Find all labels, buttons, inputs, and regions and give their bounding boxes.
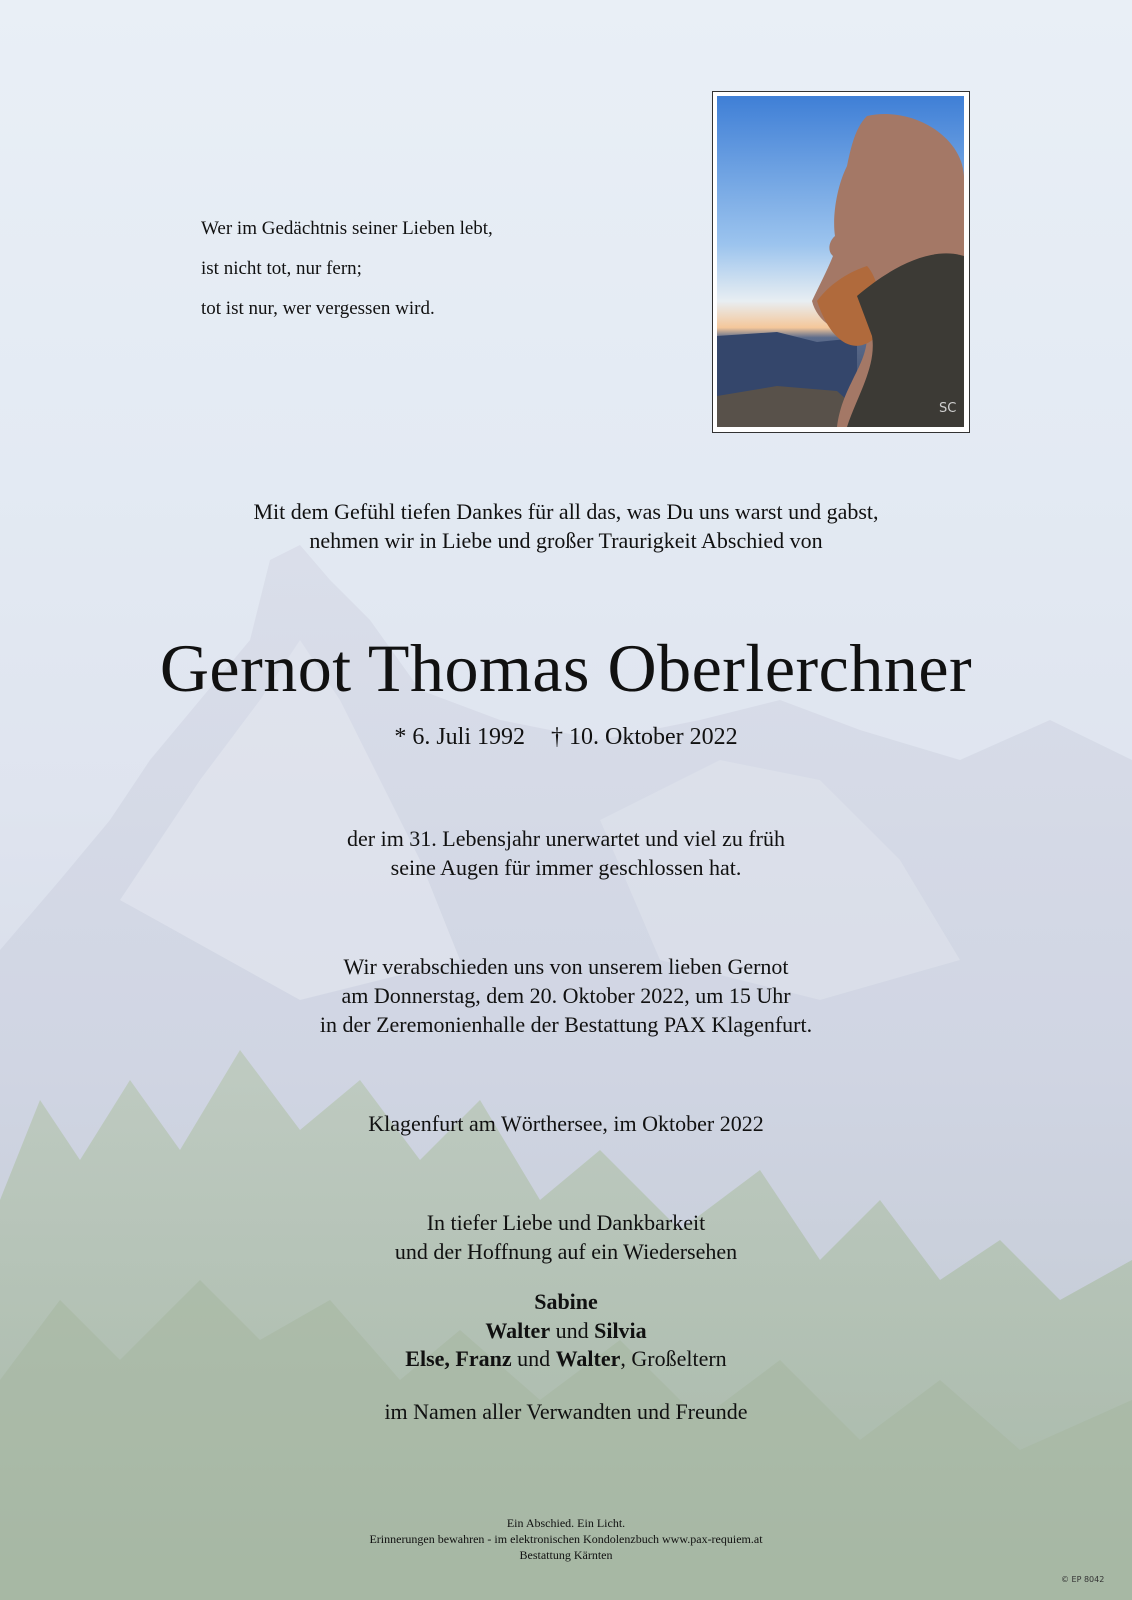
print-code: © EP 8042	[1061, 1575, 1105, 1584]
farewell-details	[0, 952, 1132, 1039]
birth-date: * 6. Juli 1992	[394, 724, 526, 750]
farewell-line: am Donnerstag, dem 20. Oktober 2022, um 15 Uhr	[341, 983, 791, 1008]
memorial-poem	[201, 214, 493, 334]
portrait-image	[717, 96, 964, 427]
closing-line: und der Hoffnung auf ein Wiedersehen	[394, 1239, 738, 1264]
intro-text	[0, 497, 1132, 555]
mourners-list	[0, 1288, 1132, 1374]
mourner-line	[0, 1317, 1132, 1346]
mourner-name: Sabine	[534, 1289, 598, 1314]
relatives-text: im Namen aller Verwandten und Freunde	[384, 1399, 748, 1424]
mourner-name: Walter	[485, 1317, 551, 1343]
poem-line: Wer im Gedächtnis seiner Lieben lebt,	[201, 218, 493, 239]
footer-line: Ein Abschied. Ein Licht.	[506, 1516, 626, 1530]
photo-watermark: SC	[939, 401, 957, 416]
place-date: Klagenfurt am Wörthersee, im Oktober 2022	[368, 1111, 764, 1136]
closing-line: In tiefer Liebe und Dankbarkeit	[426, 1210, 706, 1235]
poem-line: tot ist nur, wer vergessen wird.	[201, 298, 435, 319]
relation-text: , Großeltern	[620, 1346, 727, 1371]
farewell-line: in der Zeremonienhalle der Bestattung PAX Klagenfurt.	[319, 1012, 813, 1037]
deceased-name: Gernot Thomas Oberlerchner	[159, 630, 973, 706]
life-dates	[0, 722, 1132, 752]
closing-text	[0, 1208, 1132, 1266]
death-date: † 10. Oktober 2022	[551, 724, 738, 750]
mourner-name: Walter	[555, 1346, 621, 1371]
footer-line: Bestattung Kärnten	[519, 1548, 613, 1562]
mourner-name: Else, Franz	[405, 1346, 512, 1371]
age-line: der im 31. Lebensjahr unerwartet und viel zu früh	[346, 826, 785, 851]
mourner-line	[0, 1288, 1132, 1317]
mourner-line	[0, 1345, 1132, 1374]
connector-text: und	[511, 1346, 556, 1371]
intro-line: nehmen wir in Liebe und großer Traurigkeit Abschied von	[309, 528, 823, 553]
intro-line: Mit dem Gefühl tiefen Dankes für all das, was Du uns warst und gabst,	[253, 499, 879, 524]
poem-line: ist nicht tot, nur fern;	[201, 258, 362, 279]
connector-text: und	[550, 1317, 595, 1343]
mourner-name: Silvia	[594, 1317, 647, 1343]
portrait-photo	[712, 91, 970, 433]
age-line: seine Augen für immer geschlossen hat.	[390, 855, 742, 880]
age-text	[0, 824, 1132, 882]
farewell-line: Wir verabschieden uns von unserem lieben Gernot	[343, 954, 789, 979]
footer	[0, 1515, 1132, 1563]
footer-line: Erinnerungen bewahren - im elektronischen Kondolenzbuch www.pax-requiem.at	[369, 1532, 763, 1546]
